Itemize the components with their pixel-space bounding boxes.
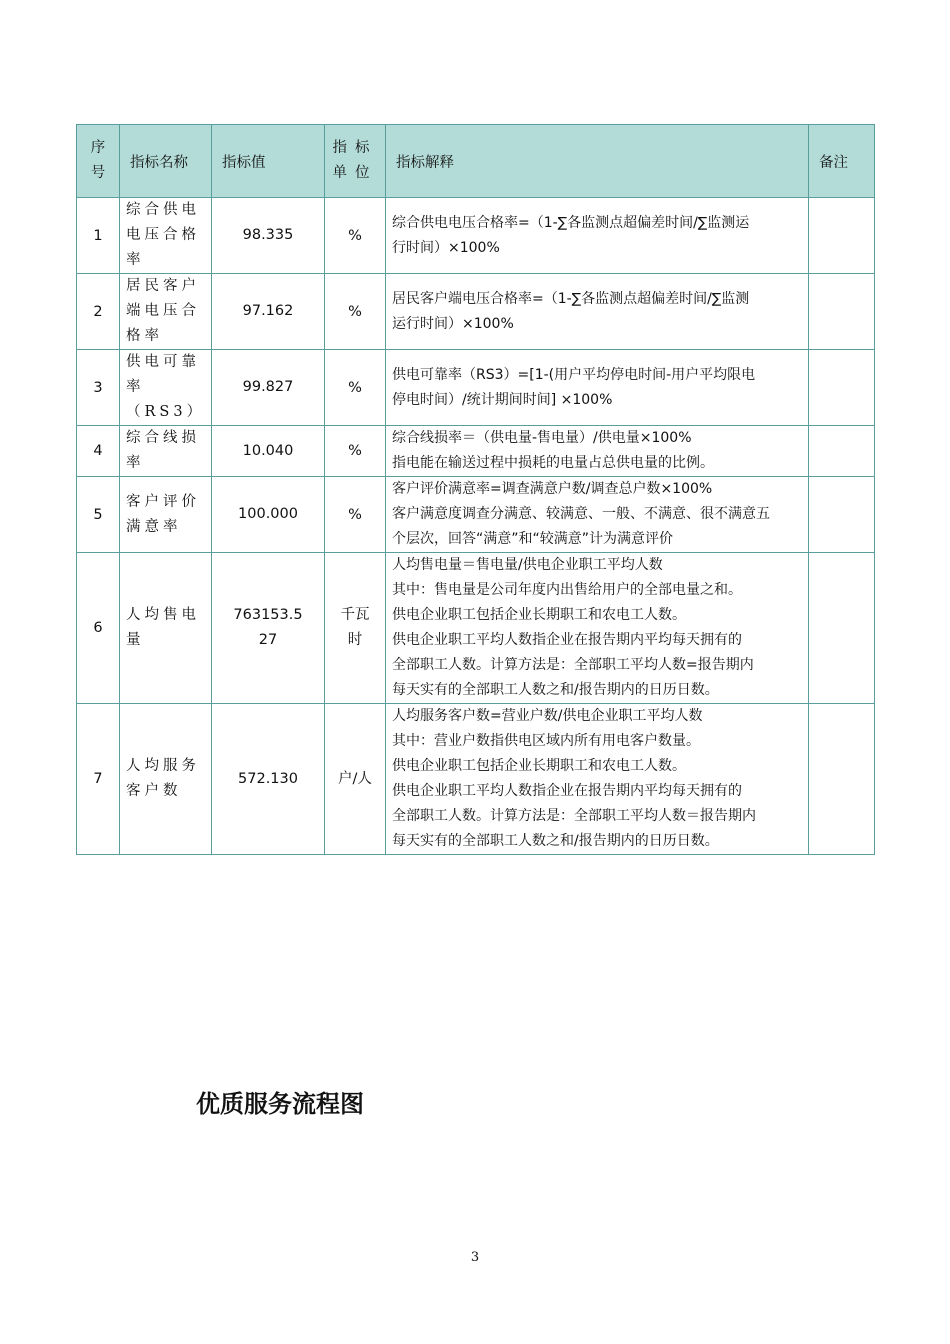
cell-seq: 5 [77,477,120,553]
desc-line: 人均售电量＝售电量/供电企业职工平均人数 [392,557,663,573]
header-value: 指标值 [212,125,325,198]
cell-remark [809,426,875,477]
desc-line: 个层次，回答“满意”和“较满意”计为满意评价 [392,531,674,547]
cell-remark [809,704,875,855]
desc-line: 人均服务客户数=营业户数/供电企业职工平均人数 [392,708,703,724]
desc-line: 客户评价满意率=调查满意户数/调查总户数×100% [392,481,713,497]
cell-name: 居民客户端电压合格率 [120,274,212,350]
desc-line: 每天实有的全部职工人数之和/报告期内的日历日数。 [392,682,719,698]
cell-remark [809,350,875,426]
cell-value: 763153.527 [212,553,325,704]
desc-line: 供电企业职工包括企业长期职工和农电工人数。 [392,607,686,623]
cell-seq: 3 [77,350,120,426]
table-row [77,198,875,274]
cell-desc [386,350,809,426]
cell-unit: % [325,198,386,274]
table-row [77,426,875,477]
desc-line: 每天实有的全部职工人数之和/报告期内的日历日数。 [392,833,719,849]
desc-line: 停电时间）/统计期间时间] ×100% [392,391,613,408]
desc-line: 其中：售电量是公司年度内出售给用户的全部电量之和。 [392,582,742,598]
table-row [77,477,875,553]
cell-remark [809,198,875,274]
header-seq: 序号 [77,125,120,198]
page-number: 3 [470,1250,480,1265]
cell-name: 人均售电量 [120,553,212,704]
cell-seq: 6 [77,553,120,704]
cell-name: 综合供电电压合格率 [120,198,212,274]
table-row [77,350,875,426]
cell-unit: % [325,274,386,350]
cell-desc [386,553,809,704]
cell-desc [386,426,809,477]
header-desc: 指标解释 [386,125,809,198]
metrics-table [76,124,875,855]
desc-line: 供电企业职工平均人数指企业在报告期内平均每天拥有的 [392,783,742,799]
cell-value: 99.827 [212,350,325,426]
cell-name: 供电可靠率（RS3） [120,350,212,426]
cell-seq: 1 [77,198,120,274]
section-title: 优质服务流程图 [196,1089,364,1118]
cell-remark [809,477,875,553]
desc-line: 其中：营业户数指供电区域内所有用电客户数量。 [392,733,700,749]
cell-name: 人均服务客户数 [120,704,212,855]
desc-line: 行时间）×100% [392,239,500,256]
cell-seq: 4 [77,426,120,477]
cell-remark [809,553,875,704]
cell-value: 100.000 [212,477,325,553]
cell-value: 98.335 [212,198,325,274]
cell-remark [809,274,875,350]
cell-value: 10.040 [212,426,325,477]
desc-line: 全部职工人数。计算方法是：全部职工平均人数=报告期内 [392,657,754,673]
cell-name: 综合线损率 [120,426,212,477]
desc-line: 运行时间）×100% [392,315,514,332]
table-row [77,274,875,350]
header-name: 指标名称 [120,125,212,198]
table-header-row [77,125,875,198]
desc-line: 综合线损率＝（供电量-售电量）/供电量×100% [392,430,692,446]
desc-line: 供电可靠率（RS3）=[1-(用户平均停电时间-用户平均限电 [392,366,756,383]
cell-desc [386,704,809,855]
cell-desc [386,477,809,553]
desc-line: 综合供电电压合格率=（1-∑各监测点超偏差时间/∑监测运 [392,214,750,231]
header-remark: 备注 [809,125,875,198]
header-unit: 指标单位 [325,125,386,198]
cell-name: 客户评价满意率 [120,477,212,553]
cell-desc [386,198,809,274]
cell-value: 97.162 [212,274,325,350]
cell-unit: 千瓦时 [325,553,386,704]
cell-unit: % [325,426,386,477]
cell-seq: 2 [77,274,120,350]
cell-unit: 户/人 [325,704,386,855]
cell-unit: % [325,350,386,426]
table-row [77,553,875,704]
cell-unit: % [325,477,386,553]
desc-line: 供电企业职工平均人数指企业在报告期内平均每天拥有的 [392,632,742,648]
cell-seq: 7 [77,704,120,855]
desc-line: 指电能在输送过程中损耗的电量占总供电量的比例。 [392,455,714,471]
desc-line: 居民客户端电压合格率=（1-∑各监测点超偏差时间/∑监测 [392,290,750,307]
cell-value: 572.130 [212,704,325,855]
table-row [77,704,875,855]
desc-line: 供电企业职工包括企业长期职工和农电工人数。 [392,758,686,774]
desc-line: 全部职工人数。计算方法是：全部职工平均人数＝报告期内 [392,808,756,824]
cell-desc [386,274,809,350]
desc-line: 客户满意度调查分满意、较满意、一般、不满意、很不满意五 [392,506,770,522]
